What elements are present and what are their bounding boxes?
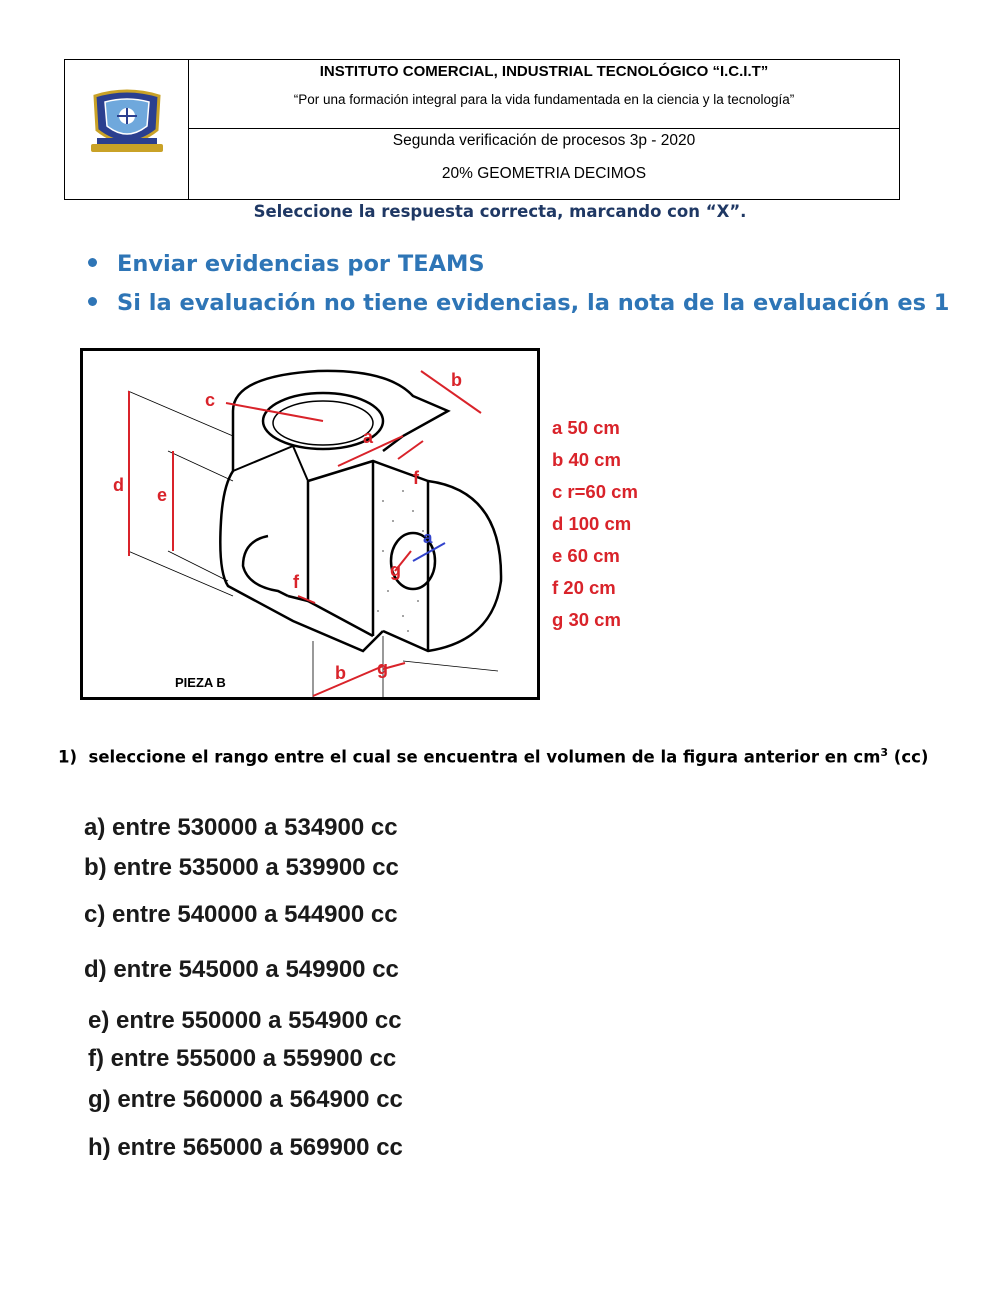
dimension-item: b 40 cm (552, 449, 621, 470)
piece-outline (220, 371, 501, 651)
figure-label-b-bottom: b (335, 663, 346, 683)
bullet-text: Si la evaluación no tiene evidencias, la nota de la evaluación es 1 (117, 290, 950, 316)
dimension-item: d 100 cm (552, 513, 632, 534)
bullet-item (88, 248, 949, 287)
header-table (64, 59, 900, 200)
header-bottom-cell (189, 129, 899, 199)
school-crest-icon (87, 88, 167, 158)
answer-option-b[interactable]: b) entre 535000 a 539900 cc (84, 854, 399, 881)
dimension-item: a 50 cm (552, 417, 620, 438)
answer-option-g[interactable]: g) entre 560000 a 564900 cc (88, 1086, 403, 1113)
verification-title: Segunda verificación de procesos 3p - 2020 (392, 132, 696, 149)
figure-label-d: d (113, 475, 124, 495)
question-1 (58, 746, 928, 767)
bullet-item (88, 287, 949, 326)
instruction-text: Seleccione la respuesta correcta, marcando con “X”. (253, 202, 747, 221)
answer-option-h[interactable]: h) entre 565000 a 569900 cc (88, 1134, 403, 1161)
answer-option-c[interactable]: c) entre 540000 a 544900 cc (84, 901, 398, 928)
question-number: 1) (58, 747, 78, 767)
bullet-text: Enviar evidencias por TEAMS (117, 251, 485, 277)
figure-label-f-left: f (293, 572, 299, 592)
figure-label-g-center: g (390, 560, 401, 580)
dimension-item: f 20 cm (552, 577, 616, 598)
figure-caption: PIEZA B (175, 675, 226, 690)
figure-label-c: c (205, 390, 216, 410)
subject-title: 20% GEOMETRIA DECIMOS (441, 165, 647, 182)
logo-cell (65, 60, 189, 199)
figure-labels (113, 370, 462, 683)
figure-label-b: b (451, 370, 462, 390)
question-text: seleccione el rango entre el cual se encuentra el volumen de la figura anterior en cm (88, 747, 881, 767)
answer-option-e[interactable]: e) entre 550000 a 554900 cc (88, 1007, 402, 1034)
bullet-dot-icon (88, 258, 97, 267)
dimension-item: g 30 cm (552, 609, 621, 630)
header-top-cell (189, 60, 899, 129)
dimension-item: c r=60 cm (552, 481, 638, 502)
figure-label-g-bottom: g (377, 658, 388, 678)
isometric-figure (80, 348, 540, 700)
figure-label-e: e (157, 485, 168, 505)
institution-motto: “Por una formación integral para la vida fundamentada en la ciencia y la tecnología” (293, 92, 795, 107)
answer-option-a[interactable]: a) entre 530000 a 534900 cc (84, 814, 398, 841)
figure-label-f-top: f (413, 468, 419, 488)
answer-option-d[interactable]: d) entre 545000 a 549900 cc (84, 956, 399, 983)
question-suffix: (cc) (888, 747, 929, 767)
piece-b-drawing (83, 351, 540, 700)
dimension-item: e 60 cm (552, 545, 620, 566)
bullet-list (88, 248, 949, 326)
figure-label-a: a (363, 427, 374, 447)
question-superscript: 3 (880, 746, 889, 759)
answer-option-f[interactable]: f) entre 555000 a 559900 cc (88, 1045, 397, 1072)
institution-name: INSTITUTO COMERCIAL, INDUSTRIAL TECNOLÓGICO “I.C.I.T” (319, 63, 769, 80)
dimension-list (552, 414, 638, 638)
bullet-dot-icon (88, 297, 97, 306)
figure-label-a-blue: a (423, 528, 433, 547)
